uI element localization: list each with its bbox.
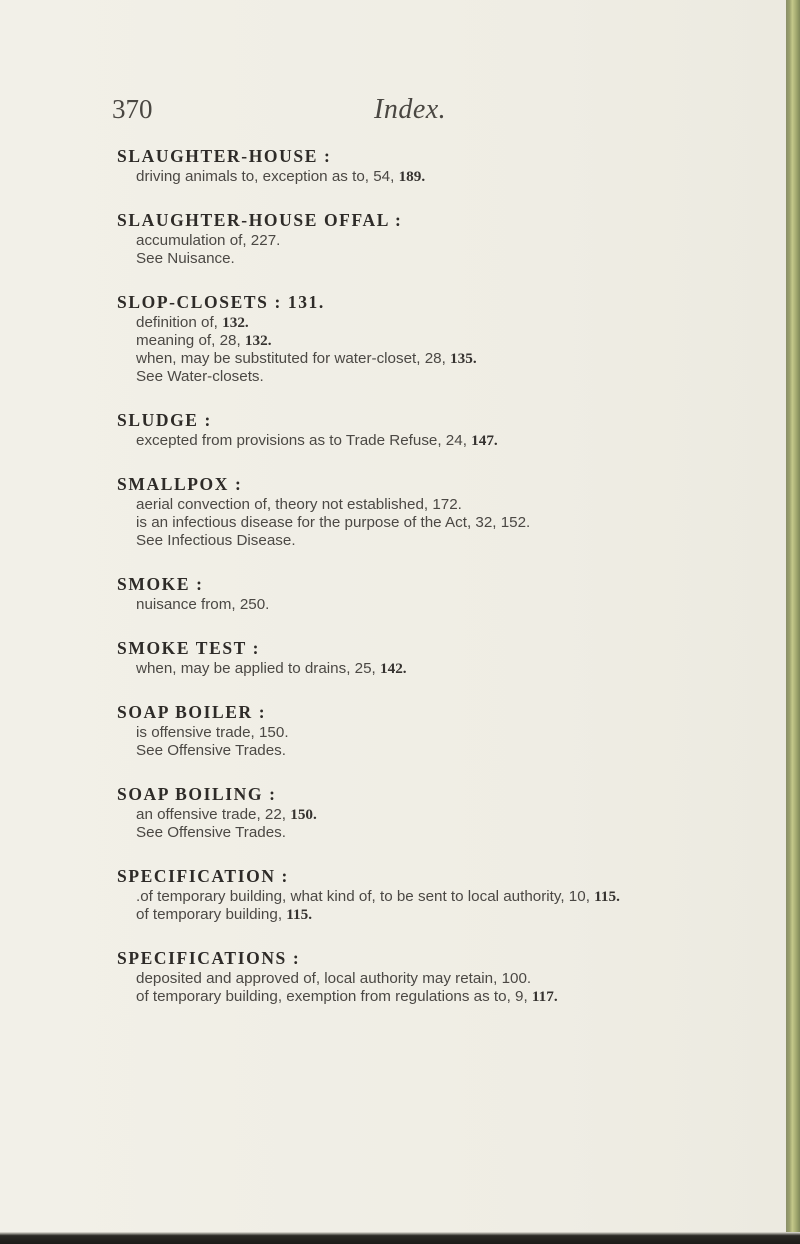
principal-page-ref: 150. bbox=[290, 806, 317, 823]
subline-text: when, may be applied to drains, 25, bbox=[136, 660, 380, 677]
entry-subline bbox=[117, 742, 777, 760]
entry-subline bbox=[117, 350, 777, 368]
entry-heading: SMALLPOX : bbox=[117, 474, 243, 494]
index-entry bbox=[117, 864, 777, 924]
principal-page-ref: 115. bbox=[286, 906, 313, 923]
index-entry bbox=[117, 700, 777, 760]
entry-subline bbox=[117, 314, 777, 332]
principal-page-ref: 132. bbox=[244, 332, 272, 349]
page-edge-bottom bbox=[0, 1232, 800, 1244]
entry-heading: SPECIFICATIONS : bbox=[117, 948, 301, 968]
principal-page-ref: 135. bbox=[450, 350, 477, 367]
page-header bbox=[112, 94, 772, 134]
index-entry bbox=[117, 408, 777, 450]
index-entry bbox=[117, 472, 777, 550]
subline-text: excepted from provisions as to Trade Refuse, 24, bbox=[136, 432, 472, 449]
subline-text: of temporary building, exemption from regulations as to, 9, bbox=[136, 988, 532, 1005]
entry-subline bbox=[117, 232, 777, 250]
subline-text: when, may be substituted for water-closet, 28, bbox=[136, 350, 451, 367]
entry-subline bbox=[117, 250, 777, 268]
principal-page-ref: 147. bbox=[471, 432, 498, 449]
page-edge-right bbox=[786, 0, 800, 1244]
entry-subline bbox=[117, 514, 777, 532]
entry-subline bbox=[117, 660, 777, 678]
entry-heading: SPECIFICATION : bbox=[117, 866, 289, 886]
entry-heading: SLUDGE : bbox=[117, 410, 212, 430]
entry-subline bbox=[117, 970, 777, 988]
index-list bbox=[117, 144, 777, 1028]
subline-text: deposited and approved of, local authority may retain, 100. bbox=[136, 970, 532, 987]
subline-text: See Offensive Trades. bbox=[136, 824, 286, 841]
entry-subline bbox=[117, 432, 777, 450]
subline-text: of temporary building, bbox=[136, 906, 287, 923]
subline-text: nuisance from, 250. bbox=[136, 596, 270, 613]
entry-subline bbox=[117, 888, 777, 906]
subline-text: aerial convection of, theory not established, 172. bbox=[136, 496, 462, 513]
principal-page-ref: 115. bbox=[594, 888, 620, 905]
entry-subline bbox=[117, 496, 777, 514]
entry-heading: SOAP BOILING : bbox=[117, 784, 277, 804]
entry-subline bbox=[117, 988, 777, 1006]
entry-subline bbox=[117, 906, 777, 924]
subline-text: See Nuisance. bbox=[136, 250, 235, 267]
subline-text: See Infectious Disease. bbox=[136, 532, 296, 549]
subline-text: .of temporary building, what kind of, to be sent to local authority, 10, bbox=[136, 888, 595, 905]
principal-page-ref: 189. bbox=[398, 168, 426, 185]
subline-text: See Offensive Trades. bbox=[136, 742, 286, 759]
index-entry bbox=[117, 290, 777, 386]
subline-text: is an infectious disease for the purpose of the Act, 32, 152. bbox=[136, 514, 531, 531]
running-title: Index. bbox=[374, 94, 447, 125]
entry-subline bbox=[117, 824, 777, 842]
subline-text: an offensive trade, 22, bbox=[136, 806, 291, 823]
entry-subline bbox=[117, 368, 777, 386]
subline-text: See Water-closets. bbox=[136, 368, 264, 385]
principal-page-ref: 117. bbox=[531, 988, 558, 1005]
entry-subline bbox=[117, 806, 777, 824]
index-entry bbox=[117, 946, 777, 1006]
entry-subline bbox=[117, 332, 777, 350]
subline-text: meaning of, 28, bbox=[136, 332, 245, 349]
entry-subline bbox=[117, 596, 777, 614]
entry-heading: SLAUGHTER-HOUSE : bbox=[117, 146, 332, 166]
subline-text: is offensive trade, 150. bbox=[136, 724, 289, 741]
entry-subline bbox=[117, 724, 777, 742]
index-entry bbox=[117, 208, 777, 268]
subline-text: driving animals to, exception as to, 54, bbox=[136, 168, 399, 185]
subline-text: accumulation of, 227. bbox=[136, 232, 281, 249]
entry-heading: SMOKE TEST : bbox=[117, 638, 261, 658]
entry-heading: SLAUGHTER-HOUSE OFFAL : bbox=[117, 210, 403, 230]
entry-heading: SOAP BOILER : bbox=[117, 702, 267, 722]
subline-text: definition of, bbox=[136, 314, 223, 331]
principal-page-ref: 142. bbox=[380, 660, 407, 677]
index-entry bbox=[117, 782, 777, 842]
index-entry bbox=[117, 144, 777, 186]
entry-heading: SLOP-CLOSETS : 131. bbox=[117, 292, 325, 312]
page-number: 370 bbox=[112, 94, 153, 124]
index-entry bbox=[117, 572, 777, 614]
index-entry bbox=[117, 636, 777, 678]
entry-subline bbox=[117, 532, 777, 550]
entry-subline bbox=[117, 168, 777, 186]
entry-heading: SMOKE : bbox=[117, 574, 204, 594]
principal-page-ref: 132. bbox=[222, 314, 249, 331]
